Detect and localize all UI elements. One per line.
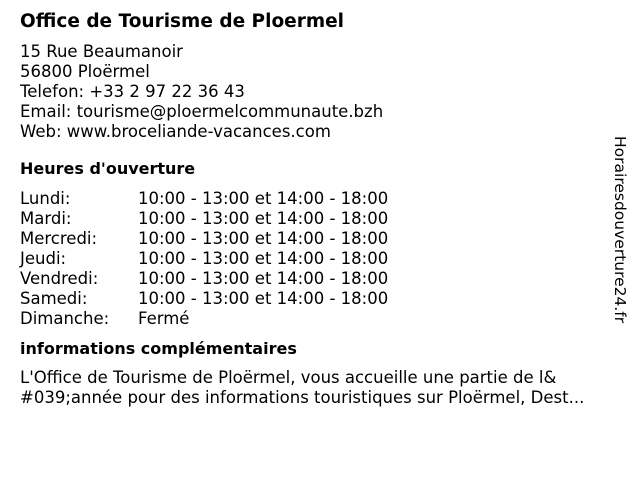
info-description — [20, 368, 620, 408]
address-phone[interactable]: Telefon: +33 2 97 22 36 43 — [20, 82, 245, 101]
address-city: 56800 Ploërmel — [20, 62, 150, 81]
address-block — [20, 42, 620, 142]
side-brand-text: Horairesdouverture24.fr — [611, 136, 629, 324]
info-line-2: #039;année pour des informations touristiques sur Ploërmel, Dest... — [20, 388, 585, 407]
hours-day: Mercredi: — [20, 229, 98, 248]
address-street: 15 Rue Beaumanoir — [20, 42, 183, 61]
hours-row-friday — [20, 269, 620, 289]
hours-day: Dimanche: — [20, 309, 110, 328]
hours-time: 10:00 - 13:00 et 14:00 - 18:00 — [138, 189, 389, 208]
hours-time: 10:00 - 13:00 et 14:00 - 18:00 — [138, 249, 389, 268]
office-title: Office de Tourisme de Ploermel — [20, 11, 345, 32]
hours-table — [20, 189, 620, 329]
hours-day: Mardi: — [20, 209, 72, 228]
page-content — [20, 10, 620, 408]
hours-day: Lundi: — [20, 189, 71, 208]
hours-time: 10:00 - 13:00 et 14:00 - 18:00 — [138, 289, 389, 308]
hours-day: Vendredi: — [20, 269, 99, 288]
hours-time: 10:00 - 13:00 et 14:00 - 18:00 — [138, 269, 389, 288]
hours-row-saturday — [20, 289, 620, 309]
hours-heading: Heures d'ouverture — [20, 159, 196, 178]
hours-row-tuesday — [20, 209, 620, 229]
hours-row-thursday — [20, 249, 620, 269]
hours-row-wednesday — [20, 229, 620, 249]
hours-time: 10:00 - 13:00 et 14:00 - 18:00 — [138, 229, 389, 248]
side-brand-watermark — [604, 136, 636, 348]
info-heading: informations complémentaires — [20, 339, 297, 358]
hours-day: Jeudi: — [20, 249, 67, 268]
hours-row-sunday — [20, 309, 620, 329]
address-web[interactable]: Web: www.broceliande-vacances.com — [20, 122, 331, 141]
info-line-1: L'Office de Tourisme de Ploërmel, vous accueille une partie de l& — [20, 368, 557, 387]
hours-row-monday — [20, 189, 620, 209]
address-email[interactable]: Email: tourisme@ploermelcommunaute.bzh — [20, 102, 384, 121]
hours-time: 10:00 - 13:00 et 14:00 - 18:00 — [138, 209, 389, 228]
hours-time: Fermé — [138, 309, 190, 328]
hours-day: Samedi: — [20, 289, 88, 308]
